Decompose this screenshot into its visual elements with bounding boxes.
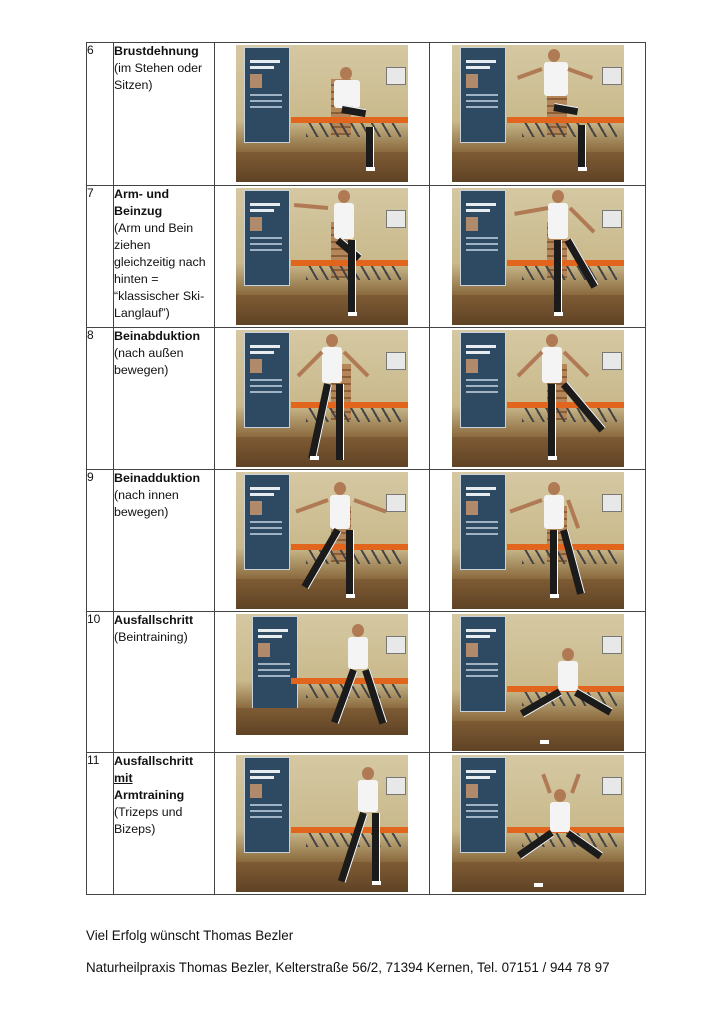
practice-banner-image bbox=[460, 190, 506, 286]
exercise-row bbox=[87, 186, 646, 328]
exercise-subtitle: (Arm und Bein ziehen gleichzeitig nach hinten = “klassischer Ski-Langlauf”) bbox=[114, 221, 206, 320]
exercise-photo-start bbox=[215, 43, 430, 186]
exercise-number: 6 bbox=[87, 43, 114, 186]
exercise-row bbox=[87, 43, 646, 186]
exercise-photo-end bbox=[430, 186, 646, 328]
exercise-title: Brustdehnung bbox=[114, 44, 199, 58]
exercise-photo-end bbox=[430, 328, 646, 470]
exercise-title: Beinadduktion bbox=[114, 471, 201, 485]
practice-banner-image bbox=[244, 190, 290, 286]
exercise-photo bbox=[452, 330, 624, 467]
exercise-number: 7 bbox=[87, 186, 114, 328]
exercise-photo-start bbox=[215, 470, 430, 612]
exercise-subtitle: (nach innen bewegen) bbox=[114, 488, 179, 519]
practice-banner-image bbox=[244, 474, 290, 570]
exercise-number: 10 bbox=[87, 612, 114, 753]
exercise-row bbox=[87, 470, 646, 612]
exercise-title-line-1: Ausfallschritt bbox=[114, 754, 194, 768]
exercise-photo bbox=[452, 755, 624, 892]
exercise-table bbox=[86, 42, 646, 895]
exercise-photo bbox=[236, 755, 408, 892]
practice-banner-image bbox=[244, 332, 290, 428]
exercise-photo-end bbox=[430, 470, 646, 612]
exercise-subtitle: (im Stehen oder Sitzen) bbox=[114, 61, 203, 92]
exercise-photo-start bbox=[215, 612, 430, 753]
exercise-name bbox=[114, 186, 215, 328]
exercise-photo-end bbox=[430, 753, 646, 895]
exercise-name bbox=[114, 328, 215, 470]
exercise-subtitle: (Beintraining) bbox=[114, 630, 188, 644]
exercise-title: Beinabduktion bbox=[114, 329, 201, 343]
exercise-photo-end bbox=[430, 612, 646, 753]
exercise-subtitle: (Trizeps und Bizeps) bbox=[114, 805, 183, 836]
practice-banner-image bbox=[244, 47, 290, 143]
exercise-photo bbox=[236, 45, 408, 182]
practice-banner-image bbox=[460, 47, 506, 143]
exercise-name bbox=[114, 612, 215, 753]
footer-greeting: Viel Erfolg wünscht Thomas Bezler bbox=[86, 928, 294, 943]
exercise-photo bbox=[236, 330, 408, 467]
exercise-title-line-3: Armtraining bbox=[114, 788, 185, 802]
exercise-title: Arm- und Beinzug bbox=[114, 187, 170, 218]
practice-banner-image bbox=[460, 757, 506, 853]
practice-banner-image bbox=[244, 757, 290, 853]
exercise-row bbox=[87, 328, 646, 470]
exercise-name bbox=[114, 470, 215, 612]
exercise-photo-start bbox=[215, 328, 430, 470]
exercise-photo-start bbox=[215, 753, 430, 895]
exercise-photo bbox=[236, 472, 408, 609]
exercise-photo bbox=[452, 472, 624, 609]
practice-banner-image bbox=[460, 474, 506, 570]
exercise-title: Ausfallschritt bbox=[114, 613, 194, 627]
exercise-subtitle: (nach außen bewegen) bbox=[114, 346, 184, 377]
exercise-photo bbox=[452, 188, 624, 325]
exercise-photo bbox=[452, 614, 624, 751]
exercise-photo-start bbox=[215, 186, 430, 328]
exercise-photo-end bbox=[430, 43, 646, 186]
exercise-photo bbox=[236, 614, 408, 735]
exercise-name bbox=[114, 43, 215, 186]
exercise-title-line-2: mit bbox=[114, 771, 133, 785]
practice-banner-image bbox=[252, 616, 298, 712]
exercise-number: 11 bbox=[87, 753, 114, 895]
exercise-photo bbox=[236, 188, 408, 325]
practice-banner-image bbox=[460, 332, 506, 428]
exercise-name bbox=[114, 753, 215, 895]
exercise-photo bbox=[452, 45, 624, 182]
footer-address: Naturheilpraxis Thomas Bezler, Kelterstraße 56/2, 71394 Kernen, Tel. 07151 / 944 78 97 bbox=[86, 960, 610, 975]
exercise-row bbox=[87, 753, 646, 895]
exercise-number: 8 bbox=[87, 328, 114, 470]
exercise-row bbox=[87, 612, 646, 753]
exercise-number: 9 bbox=[87, 470, 114, 612]
practice-banner-image bbox=[460, 616, 506, 712]
